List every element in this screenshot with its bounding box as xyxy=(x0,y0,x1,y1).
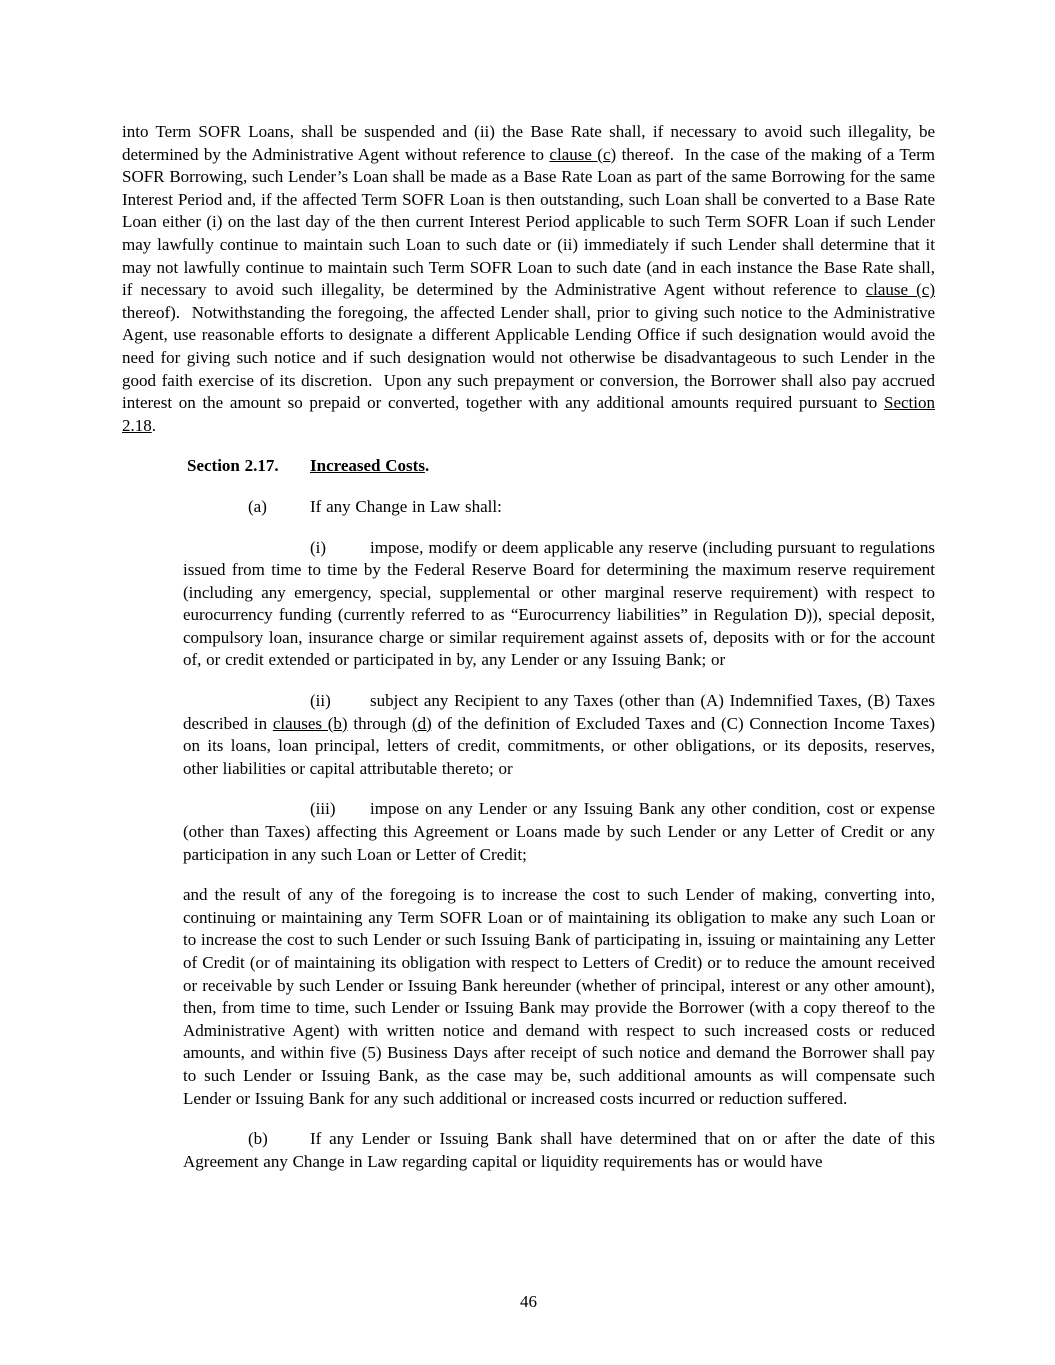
paragraph-label: (ii) xyxy=(310,691,331,711)
cross-reference: clauses (b) xyxy=(272,713,348,733)
text-segment: If any Lender or Issuing Bank shall have determined that on or after the date of this Agreement any Change in Law regarding capital or liquidity requirements has or would have xyxy=(183,1129,935,1171)
paragraph-label: (iii) xyxy=(310,799,336,819)
text-segment: impose, modify or deem applicable any reserve (including pursuant to regulations issued from time to time by the Federal Reserve Board for determining the maximum reserve requirement (including any emergency, special, supplemental or other marginal reserve requirement) with respect to eurocurrency funding (currently referred to as “Eurocurrency liabilities” in Regulation D)), special deposit, compulsory loan, insurance charge or similar requirement against assets of, deposits with or for the account of, or credit extended or participated in by, any Lender or any Issuing Bank; or xyxy=(183,537,935,670)
text-segment: thereof. In the case of the making of a Term SOFR Borrowing, such Lender’s Loan shall be made as a Base Rate Loan as part of the same Borrowing for the same Interest Period and, if the affected Term SOFR Loan is then outstanding, such Loan shall be converted to a Base Rate Loan either (i) on the last day of the then current Interest Period applicable to such Term SOFR Loan if such Lender may lawfully continue to maintain such Loan to such date or (ii) immediately if such Lender shall determine that it may not lawfully continue to maintain such Term SOFR Loan to such date (and in each instance the Base Rate shall, if necessary to avoid such illegality, be determined by the Administrative Agent without reference to xyxy=(122,144,936,300)
cross-reference: (d) xyxy=(412,713,432,733)
text-segment: subject any Recipient to any Taxes (other than (A) Indemnified Taxes, (B) Taxes described in xyxy=(183,691,935,733)
cross-reference: clause (c) xyxy=(549,144,617,164)
text-segment: . xyxy=(151,415,156,435)
section-heading xyxy=(122,455,935,478)
text-segment: through xyxy=(347,713,412,733)
text-segment: impose on any Lender or any Issuing Bank any other condition, cost or expense (other than Taxes) affecting this Agreement or Loans made by such Lender or any Letter of Credit or any participation in any such Loan or Letter of Credit; xyxy=(183,799,935,864)
cross-reference: Increased Costs xyxy=(310,456,425,476)
romanette-iii xyxy=(183,798,935,866)
clause-a xyxy=(183,496,935,519)
paragraph-label: (b) xyxy=(248,1129,268,1149)
romanette-i xyxy=(183,537,935,673)
text-segment: into Term SOFR Loans, shall be suspended and (ii) the Base Rate shall, if necessary to avoid such illegality, be determined by the Administrative Agent without reference to xyxy=(122,122,935,164)
text-segment: thereof). Notwithstanding the foregoing, the affected Lender shall, prior to giving such notice to the Administrative Agent, use reasonable efforts to designate a different Applicable Lending Office if such designation would avoid the need for giving such notice and if such designation would not otherwise be disadvantageous to such Lender in the good faith exercise of its discretion. Upon any such prepayment or conversion, the Borrower shall also pay accrued interest on the amount so prepaid or converted, together with any additional amounts required pursuant to xyxy=(122,302,935,413)
continuation-paragraph xyxy=(122,121,935,437)
cross-reference: Section 2.18 xyxy=(122,393,935,435)
paragraph-label: (i) xyxy=(310,537,327,557)
page-number: 46 xyxy=(520,1292,537,1311)
cross-reference: clause (c) xyxy=(865,280,935,300)
result-paragraph xyxy=(183,884,935,1110)
romanette-ii xyxy=(183,690,935,780)
text-segment: If any Change in Law shall: xyxy=(310,496,502,516)
text-segment: . xyxy=(424,456,430,476)
paragraph-label: (a) xyxy=(248,496,267,516)
text-segment: and the result of any of the foregoing is to increase the cost to such Lender of making, converting into, continuing or maintaining any Term SOFR Loan or of maintaining its obligation to make any such Loan or to increase the cost to such Lender or such Issuing Bank of participating in, issuing or maintaining any Letter of Credit (or of maintaining its obligation with respect to Letters of Credit) or to reduce the amount received or receivable by such Lender or Issuing Bank hereunder (whether of principal, interest or any other amount), then, from time to time, such Lender or Issuing Bank may provide the Borrower (with a copy thereof to the Administrative Agent) with written notice and demand with respect to such increased costs or reduced amounts, and within five (5) Business Days after receipt of such notice and demand the Borrower shall pay to such Lender or Issuing Bank, as the case may be, such additional amounts as will compensate such Lender or Issuing Bank for any such additional or increased costs incurred or reduction suffered. xyxy=(183,885,935,1108)
text-segment: of the definition of Excluded Taxes and (C) Connection Income Taxes) on its loans, loan principal, letters of credit, commitments, or other obligations, or its deposits, reserves, other liabilities or capital attributable thereto; or xyxy=(183,713,936,778)
document-body xyxy=(122,121,935,1173)
paragraph-label: Section 2.17. xyxy=(187,456,279,476)
clause-b xyxy=(183,1128,935,1173)
page-footer xyxy=(122,1291,935,1314)
